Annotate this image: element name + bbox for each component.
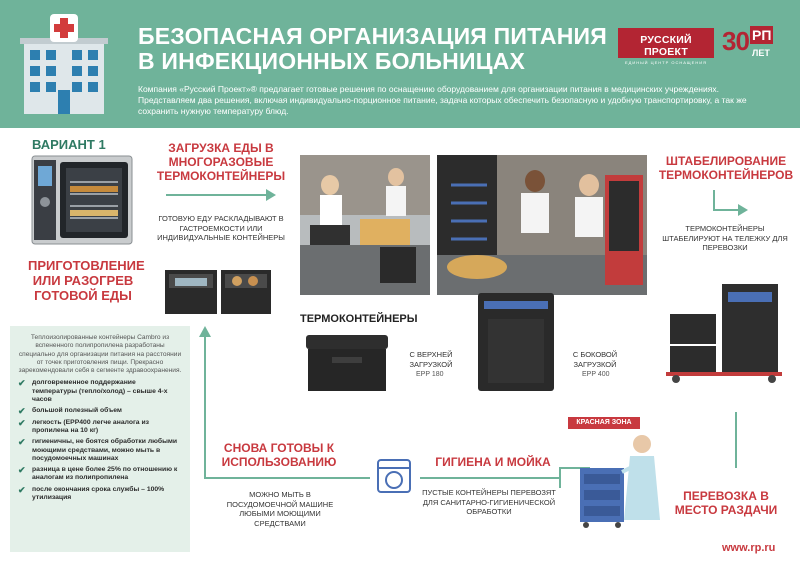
- check-icon: ✔: [18, 417, 26, 428]
- arrow-right-icon: [166, 188, 276, 202]
- container-trolley-image: [664, 278, 784, 384]
- load-heading: ЗАГРУЗКА ЕДЫ В МНОГОРАЗОВЫЕ ТЕРМОКОНТЕЙНЕРЫ: [156, 141, 286, 183]
- side-loading-label: С БОКОВОЙ ЗАГРУЗКОЙ: [572, 350, 618, 369]
- open-containers-image: [163, 262, 273, 317]
- feature-list: [18, 379, 182, 502]
- list-item: ✔ долговременное поддержание температуры (тепло/холод) – свыше 4-х часов: [18, 378, 168, 404]
- red-zone-badge: КРАСНАЯ ЗОНА: [568, 417, 640, 429]
- top-loading-label: С ВЕРХНЕЙ ЗАГРУЗКОЙ: [409, 350, 453, 369]
- hospital-icon: [14, 14, 114, 114]
- check-icon: ✔: [18, 465, 26, 476]
- list-item: ✔ разница в цене более 25% по отношению к аналогам из полипропилена: [18, 465, 178, 482]
- combi-oven-image: [30, 152, 134, 248]
- header-banner: [0, 0, 800, 128]
- nurse-with-trolley-image: [576, 428, 668, 528]
- title-line-1: БЕЗОПАСНАЯ ОРГАНИЗАЦИЯ ПИТАНИЯ: [138, 23, 607, 49]
- anniversary-years: ЛЕТ: [752, 48, 770, 58]
- epp400-code: EPP 400: [582, 371, 610, 378]
- stack-heading: ШТАБЕЛИРОВАНИЕ ТЕРМОКОНТЕЙНЕРОВ: [658, 154, 794, 182]
- prep-heading: ПРИГОТОВЛЕНИЕ ИЛИ РАЗОГРЕВ ГОТОВОЙ ЕДЫ: [28, 258, 145, 303]
- epp180-code: EPP 180: [416, 371, 444, 378]
- brand-subtitle: ЕДИНЫЙ ЦЕНТР ОСНАЩЕНИЯ: [624, 60, 708, 65]
- dishwasher-icon: [376, 458, 412, 494]
- list-item: ✔ легкость (EPP400 легче аналога из пропилена на 10 кг): [18, 417, 150, 434]
- arrow-down-icon: [710, 188, 750, 222]
- info-text: Теплоизолированные контейнеры Cambro из вспененного полипропилена разработаны специально для организации питания на расстоянии от точек приготовления пищи. Прекрасно зарекомендовали себя в сегменте здравоохранения.: [18, 334, 182, 375]
- website-link[interactable]: www.rp.ru: [722, 542, 776, 554]
- containers-heading: ТЕРМОКОНТЕЙНЕРЫ: [300, 313, 418, 325]
- info-panel: [10, 326, 190, 552]
- wash-heading: ГИГИЕНА И МОЙКА: [435, 455, 551, 469]
- kitchen-photo-1: [300, 155, 430, 295]
- check-icon: ✔: [18, 406, 26, 417]
- brand-name: РУССКИЙ ПРОЕКТ: [640, 34, 692, 58]
- variant-label: ВАРИАНТ 1: [32, 137, 106, 152]
- transport-heading: ПЕРЕВОЗКА В МЕСТО РАЗДАЧИ: [674, 489, 778, 517]
- brand-logo: [618, 28, 714, 65]
- epp400-container-image: [474, 289, 558, 395]
- ready-heading: СНОВА ГОТОВЫ К ИСПОЛЬЗОВАНИЮ: [221, 441, 337, 469]
- stack-text: ТЕРМОКОНТЕЙНЕРЫ ШТАБЕЛИРУЮТ НА ТЕЛЕЖКУ ДЛЯ ПЕРЕВОЗКИ: [662, 224, 788, 252]
- list-item: ✔ гигиеничны, не боятся обработки любыми моющими средствами, можно мыть в посудомоечных машинах: [18, 437, 178, 462]
- epp180-container-image: [302, 331, 392, 393]
- anniversary-rp: РП: [752, 27, 772, 43]
- check-icon: ✔: [18, 378, 26, 389]
- wash-text: ПУСТЫЕ КОНТЕЙНЕРЫ ПЕРЕВОЗЯТ ДЛЯ САНИТАРНО-ГИГИЕНИЧЕСКОЙ ОБРАБОТКИ: [422, 488, 556, 516]
- check-icon: ✔: [18, 437, 26, 448]
- anniversary-number: 30: [722, 26, 749, 56]
- page-title: [138, 24, 607, 74]
- list-item: ✔ большой полезный объем: [18, 406, 122, 417]
- kitchen-photo-2: [437, 155, 647, 295]
- check-icon: ✔: [18, 484, 26, 495]
- intro-text: Компания «Русский Проект»® предлагает готовые решения по оснащению оборудованием для организации питания в медицинских учреждениях. Представляем два решения, включая индивидуально-порционное питание, задача которых обеспечить безопасную и удобную транспортировку, а так же сохранить нужную температуру блюд.: [138, 84, 747, 116]
- ready-text: МОЖНО МЫТЬ В ПОСУДОМОЕЧНОЙ МАШИНЕ ЛЮБЫМИ МОЮЩИМИ СРЕДСТВАМИ: [226, 490, 334, 528]
- load-text: ГОТОВУЮ ЕДУ РАСКЛАДЫВАЮТ В ГАСТРОЕМКОСТИ ИЛИ ИНДИВИДУАЛЬНЫЕ КОНТЕЙНЕРЫ: [157, 214, 285, 242]
- list-item: ✔ после окончания срока службы – 100% утилизация: [18, 484, 165, 502]
- anniversary-logo: [722, 26, 778, 66]
- title-line-2: В ИНФЕКЦИОННЫХ БОЛЬНИЦАХ: [138, 48, 526, 74]
